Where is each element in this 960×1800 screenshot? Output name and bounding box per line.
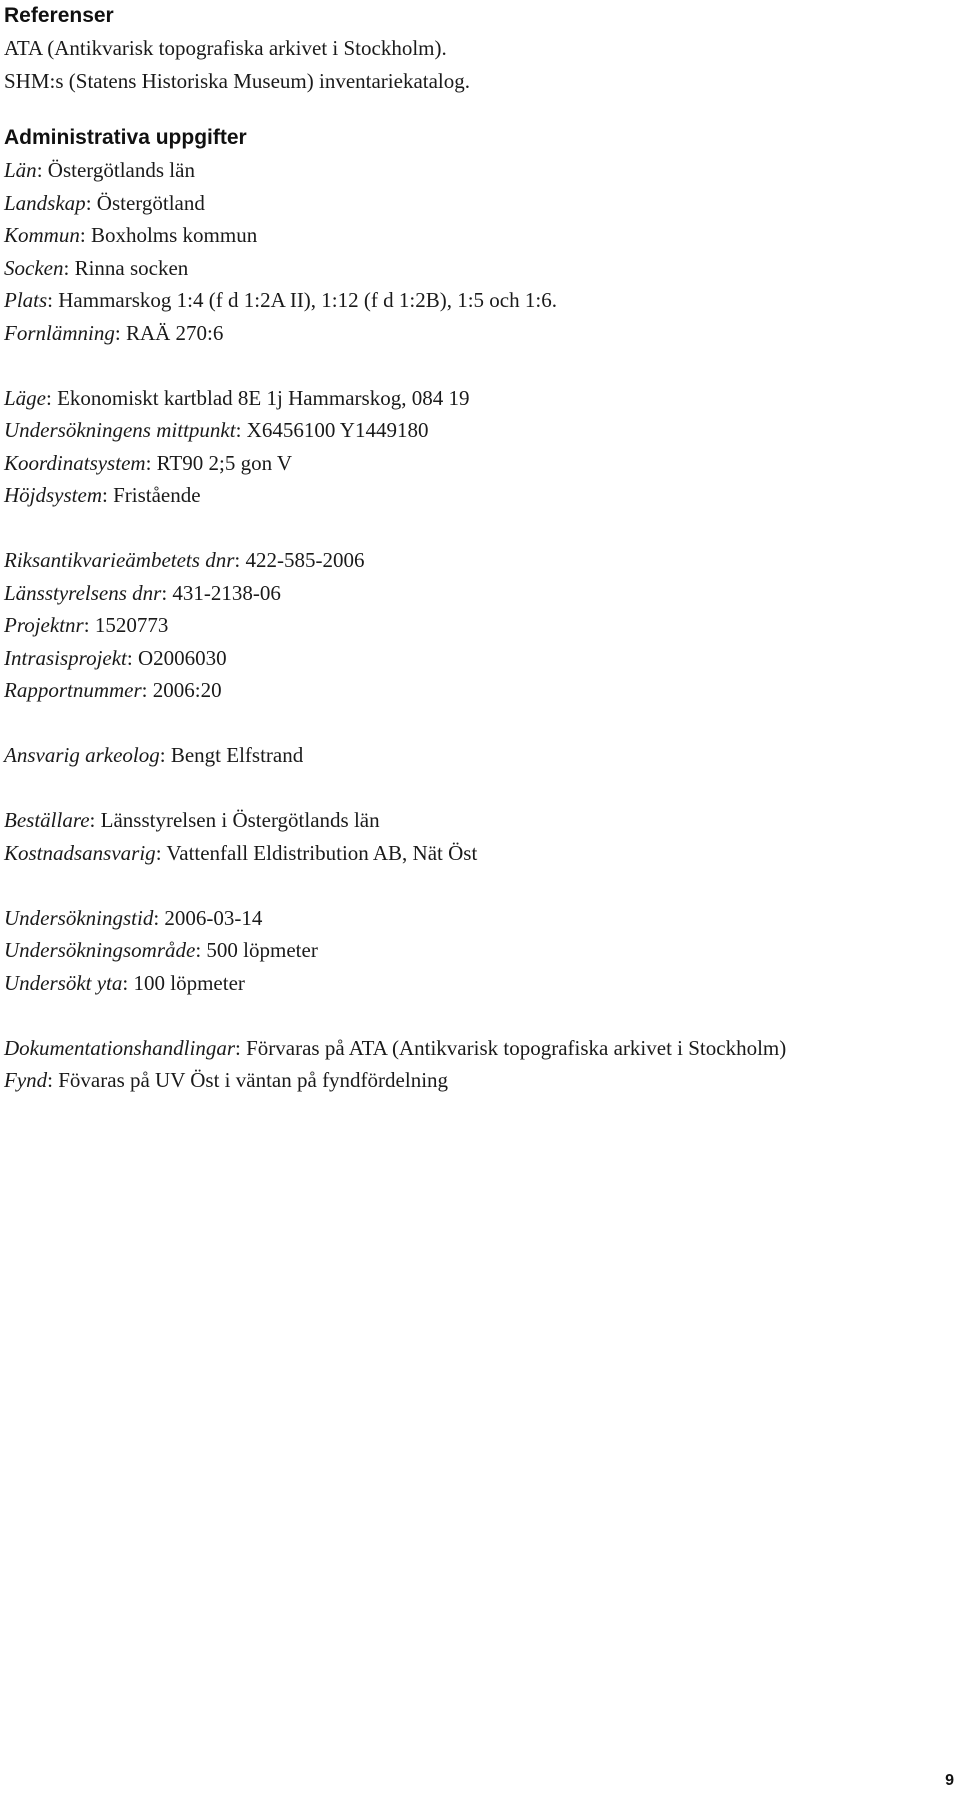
field-kostnadsansvarig: Kostnadsansvarig: Vattenfall Eldistribution AB, Nät Öst <box>4 840 478 865</box>
field-value: Boxholms kommun <box>90 223 258 247</box>
field-kommun: Kommun: Boxholms kommun <box>4 223 258 247</box>
field-landskap: Landskap: Östergötland <box>4 190 205 215</box>
field-socken: Socken: Rinna socken <box>4 255 189 280</box>
field-label: Fynd <box>4 1068 48 1092</box>
field-label: Ansvarig arkeolog <box>4 743 160 767</box>
field-value: Vattenfall Eldistribution AB, Nät Öst <box>166 840 478 865</box>
field-value: Östergötlands län <box>47 158 195 182</box>
field-label: Undersökt yta <box>4 970 123 995</box>
field-value: Länsstyrelsen i Östergötlands län <box>100 808 380 832</box>
field-label: Kommun <box>4 223 80 247</box>
field-value: 2006:20 <box>152 678 222 702</box>
field-value: O2006030 <box>137 645 227 670</box>
field-label: Länsstyrelsens dnr <box>4 580 162 605</box>
field-fornlamning: Fornlämning: RAÄ 270:6 <box>4 320 224 345</box>
page-number: 9 <box>945 1772 954 1789</box>
field-raa-dnr: Riksantikvarieämbetets dnr: 422-585-2006 <box>4 548 365 572</box>
field-value: 2006-03-14 <box>164 905 263 930</box>
field-label: Höjdsystem <box>4 483 102 507</box>
field-label: Län <box>4 158 37 182</box>
field-label: Kostnadsansvarig <box>4 840 156 865</box>
field-label: Koordinatsystem <box>4 450 146 475</box>
field-bestallare: Beställare: Länsstyrelsen i Östergötlands län <box>4 808 380 832</box>
field-value: 422-585-2006 <box>245 548 365 572</box>
field-value: Fövaras på UV Öst i väntan på fyndfördelning <box>58 1068 449 1092</box>
field-koordinatsystem: Koordinatsystem: RT90 2;5 gon V <box>4 450 293 475</box>
field-lst-dnr: Länsstyrelsens dnr: 431-2138-06 <box>4 580 281 605</box>
field-label: Landskap <box>4 190 86 215</box>
field-rapportnummer: Rapportnummer: 2006:20 <box>4 678 222 702</box>
admin-section <box>4 122 954 1097</box>
field-label: Dokumentationshandlingar <box>4 1035 235 1060</box>
field-label: Intrasisprojekt <box>4 645 127 670</box>
field-label: Projektnr <box>4 613 84 637</box>
field-label: Rapportnummer <box>4 678 142 702</box>
field-label: Beställare <box>4 808 90 832</box>
field-value: X6456100 Y1449180 <box>246 418 429 442</box>
field-lan: Län: Östergötlands län <box>4 158 195 182</box>
field-dokumentation: Dokumentationshandlingar: Förvaras på ATA (Antikvarisk topografiska arkivet i Stockholm) <box>4 1035 787 1060</box>
field-label: Fornlämning <box>4 320 115 345</box>
field-label: Riksantikvarieämbetets dnr <box>4 548 235 572</box>
field-value: RAÄ 270:6 <box>125 320 224 345</box>
reference-line: ATA (Antikvarisk topografiska arkivet i Stockholm). <box>4 36 447 60</box>
field-tid: Undersökningstid: 2006-03-14 <box>4 905 263 930</box>
field-label: Undersökningstid <box>4 905 154 930</box>
field-yta: Undersökt yta: 100 löpmeter <box>4 970 245 995</box>
field-value: Östergötland <box>96 190 205 215</box>
field-fynd: Fynd: Fövaras på UV Öst i väntan på fyndfördelning <box>4 1068 449 1092</box>
field-value: Förvaras på ATA (Antikvarisk topografiska arkivet i Stockholm) <box>246 1035 787 1060</box>
field-label: Undersökningens mittpunkt <box>4 418 236 442</box>
referenser-section <box>4 0 954 97</box>
field-hojdsystem: Höjdsystem: Fristående <box>4 483 201 507</box>
document-page <box>4 0 954 1097</box>
field-value: Rinna socken <box>74 255 189 280</box>
field-value: Ekonomiskt kartblad 8E 1j Hammarskog, 084 19 <box>57 385 470 410</box>
field-arkeolog: Ansvarig arkeolog: Bengt Elfstrand <box>4 743 304 767</box>
field-value: RT90 2;5 gon V <box>156 450 293 475</box>
field-intrasis: Intrasisprojekt: O2006030 <box>4 645 227 670</box>
field-lage: Läge: Ekonomiskt kartblad 8E 1j Hammarskog, 084 19 <box>4 385 470 410</box>
admin-heading: Administrativa uppgifter <box>4 126 247 149</box>
field-label: Plats <box>4 288 48 312</box>
field-plats: Plats: Hammarskog 1:4 (f d 1:2A II), 1:12 (f d 1:2B), 1:5 och 1:6. <box>4 288 557 312</box>
field-omrade: Undersökningsområde: 500 löpmeter <box>4 938 318 962</box>
field-value: 431-2138-06 <box>172 580 281 605</box>
field-value: Fristående <box>113 483 201 507</box>
reference-line: SHM:s (Statens Historiska Museum) inventariekatalog. <box>4 68 471 93</box>
referenser-heading: Referenser <box>4 4 114 27</box>
field-mittpunkt: Undersökningens mittpunkt: X6456100 Y1449180 <box>4 418 429 442</box>
field-value: 100 löpmeter <box>133 970 245 995</box>
field-value: Bengt Elfstrand <box>170 743 304 767</box>
field-value: 500 löpmeter <box>206 938 318 962</box>
field-label: Socken <box>4 255 64 280</box>
field-label: Läge <box>4 385 46 410</box>
field-projektnr: Projektnr: 1520773 <box>4 613 169 637</box>
field-value: 1520773 <box>94 613 169 637</box>
field-value: Hammarskog 1:4 (f d 1:2A II), 1:12 (f d 1:2B), 1:5 och 1:6. <box>58 288 557 312</box>
field-label: Undersökningsområde <box>4 938 196 962</box>
